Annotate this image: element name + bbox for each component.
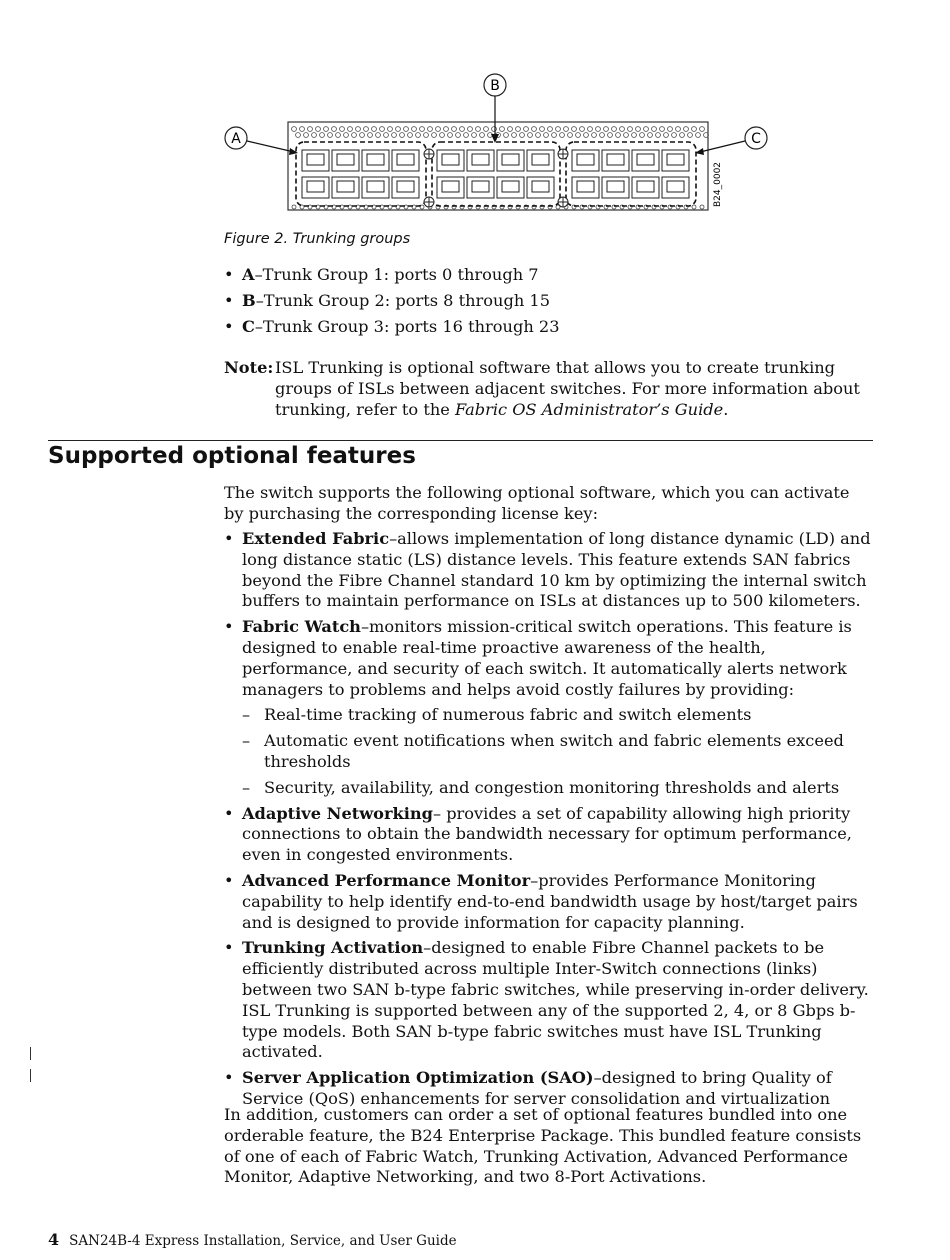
callout-a bbox=[225, 127, 298, 155]
feature-item: • Fabric Watch–monitors mission-critical switch operations. This feature is designed to enable real-time proactive awareness of the health, performance, and security of each switch. It automatically alerts network managers to problems and helps avoid costly failures by providing: – Real-time tracking of numerous fabric and switch elements – Automatic event notifications when switch and fabric elements exceed thresholds – Security, availability, and congestion monitoring thresholds and alerts bbox=[224, 617, 874, 798]
svg-text:A: A bbox=[231, 131, 241, 147]
change-bar bbox=[30, 1047, 31, 1060]
sub-item: – Security, availability, and congestion monitoring thresholds and alerts bbox=[242, 777, 840, 797]
page-footer bbox=[48, 1230, 457, 1249]
section-divider bbox=[48, 440, 873, 441]
change-bar bbox=[30, 1069, 31, 1082]
trunk-group-list bbox=[224, 265, 560, 342]
list-item: • A–Trunk Group 1: ports 0 through 7 bbox=[224, 265, 539, 284]
trunking-groups-figure bbox=[222, 70, 772, 220]
page-number: 4 bbox=[48, 1230, 60, 1249]
additional-paragraph: In addition, customers can order a set of optional features bundled into one orderable feature, the B24 Enterprise Package. This bundled feature consists of one of each of Fabric Watch, Trunking Activation, Advanced Performance Monitor, Adaptive Networking, and two 8-Port Activations. bbox=[224, 1105, 862, 1187]
svg-text:C: C bbox=[751, 131, 761, 147]
feature-list bbox=[224, 529, 874, 1115]
note-text: ISL Trunking is optional software that allows you to create trunking groups of ISLs between adjacent switches. For more information about trunking, refer to the bbox=[275, 358, 860, 419]
feature-item: • Trunking Activation–designed to enable Fibre Channel packets to be efficiently distributed across multiple Inter-Switch connections (links) between two SAN b-type fabric switches, while preserving in-order delivery. ISL Trunking is supported between any of the supported 2, 4, or 8 Gbps b-type models. Both SAN b-type fabric switches must have ISL Trunking activated. bbox=[224, 938, 869, 1062]
book-title: Fabric OS Administrator’s Guide bbox=[454, 399, 724, 419]
figure-part-number: B24_0002 bbox=[713, 161, 723, 207]
feature-item: • Extended Fabric–allows implementation of long distance dynamic (LD) and long distance static (LS) distance levels. This feature extends SAN fabrics beyond the Fibre Channel standard 10 km by optimizing the internal switch buffers to maintain performance on ISLs at distances up to 500 kilometers. bbox=[224, 529, 871, 611]
book-name: SAN24B-4 Express Installation, Service, and User Guide bbox=[69, 1233, 457, 1249]
list-item: • B–Trunk Group 2: ports 8 through 15 bbox=[224, 290, 550, 310]
fabric-watch-sublist bbox=[242, 705, 874, 798]
section-heading: Supported optional features bbox=[48, 443, 416, 469]
svg-text:B: B bbox=[490, 78, 500, 94]
feature-item: • Adaptive Networking– provides a set of capability allowing high priority connections to obtain the bandwidth necessary for optimum performance, even in congested environments. bbox=[224, 803, 852, 865]
figure-caption: Figure 2. Trunking groups bbox=[224, 231, 411, 247]
note: Note: ISL Trunking is optional software that allows you to create trunking groups of ISLs between adjacent switches. For more information about trunking, refer to the Fabric OS Administrator’s Guide. bbox=[224, 358, 860, 419]
section-intro: The switch supports the following optional software, which you can activate by purchasing the corresponding license key: bbox=[224, 483, 850, 523]
sub-item: – Real-time tracking of numerous fabric and switch elements bbox=[242, 705, 752, 725]
list-item: • C–Trunk Group 3: ports 16 through 23 bbox=[224, 316, 560, 336]
feature-item: • Server Application Optimization (SAO)–designed to bring Quality of Service (QoS) enhancements for server consolidation and virtualization bbox=[224, 1068, 832, 1108]
sub-item: – Automatic event notifications when switch and fabric elements exceed thresholds bbox=[242, 731, 844, 771]
feature-item: • Advanced Performance Monitor–provides Performance Monitoring capability to help identify end-to-end bandwidth usage by host/target pairs and is designed to provide information for capacity planning. bbox=[224, 870, 858, 932]
note-label: Note: bbox=[224, 358, 274, 377]
